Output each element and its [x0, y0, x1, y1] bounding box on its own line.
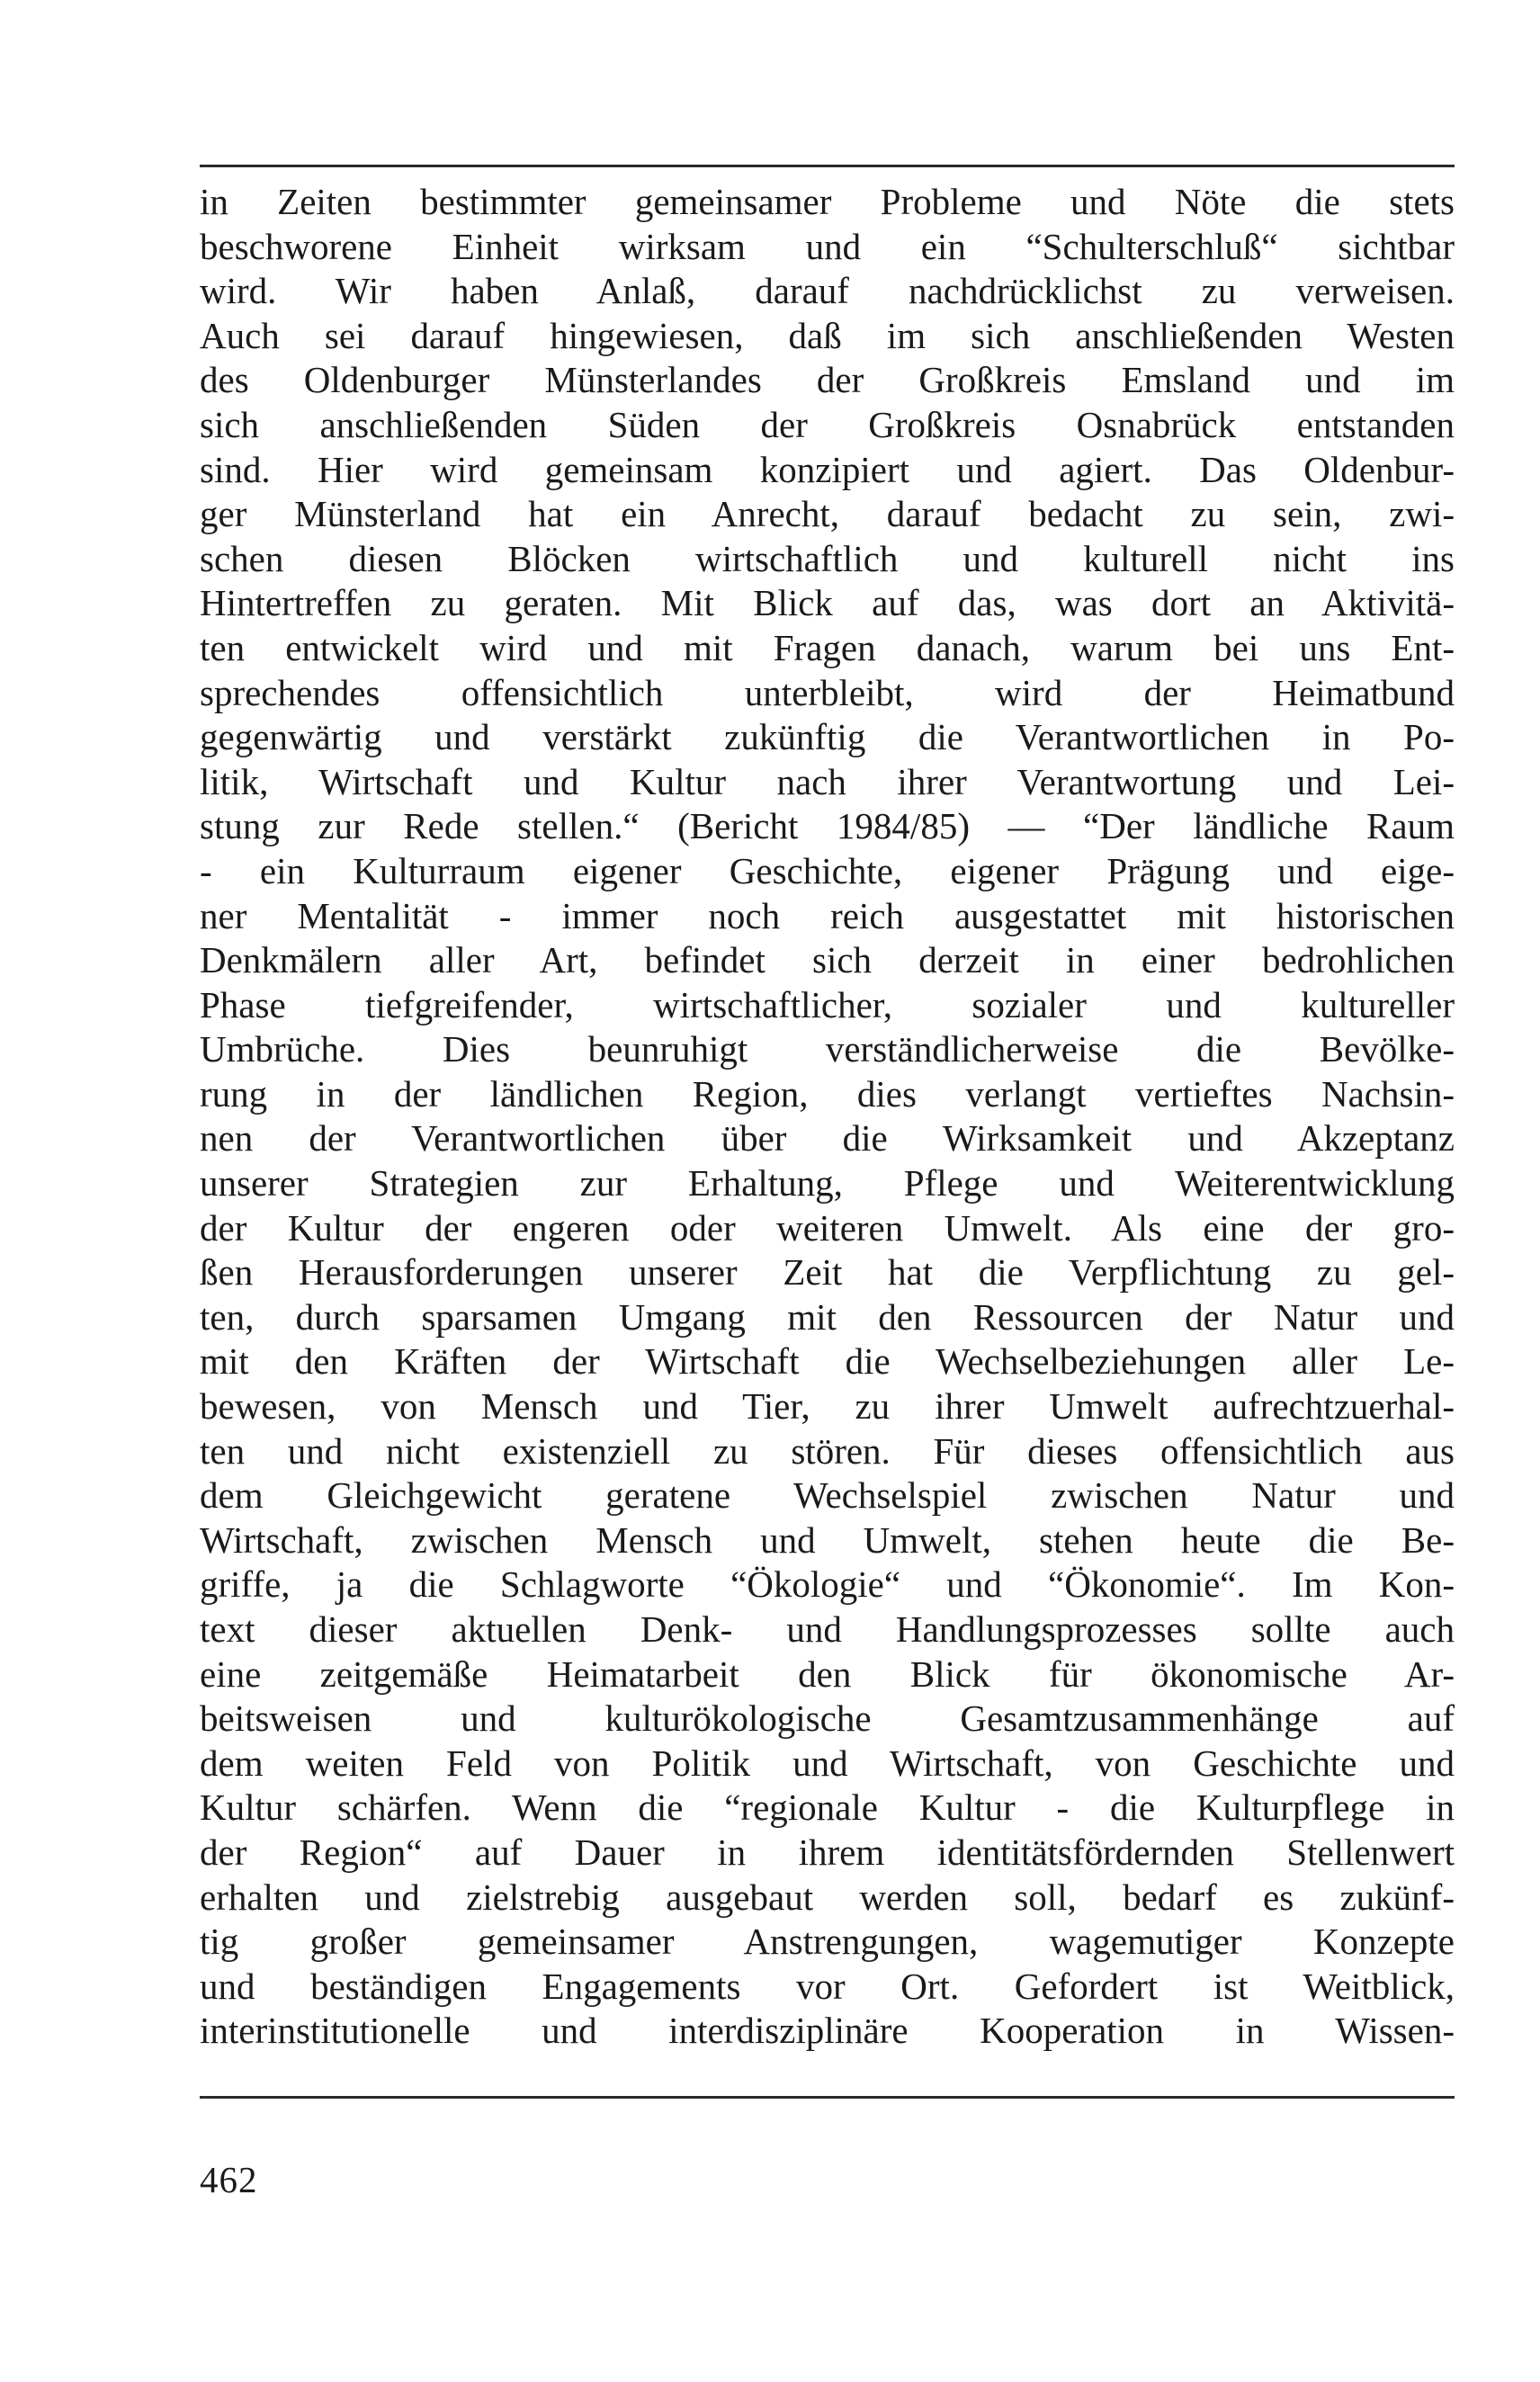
text-line: text dieser aktuellen Denk- und Handlungsprozesses sollte auch — [200, 1608, 1455, 1650]
text-line: in Zeiten bestimmter gemeinsamer Probleme und Nöte die stets — [200, 181, 1455, 222]
page-number: 462 — [200, 2159, 258, 2200]
text-line: des Oldenburger Münsterlandes der Großkreis Emsland und im — [200, 359, 1455, 401]
text-line: Kultur schärfen. Wenn die “regionale Kultur - die Kulturpflege in — [200, 1786, 1455, 1829]
text-line: tig großer gemeinsamer Anstrengungen, wagemutiger Konzepte — [200, 1921, 1455, 1963]
bottom-rule — [200, 2096, 1455, 2099]
body-text — [200, 180, 1455, 2054]
text-line: beschworene Einheit wirksam und ein “Schulterschluß“ sichtbar — [200, 225, 1455, 267]
text-line: beitsweisen und kulturökologische Gesamtzusammenhänge auf — [200, 1697, 1455, 1740]
text-line: der Kultur der engeren oder weiteren Umwelt. Als eine der gro- — [200, 1206, 1455, 1249]
text-line: mit den Kräften der Wirtschaft die Wechselbeziehungen aller Le- — [200, 1340, 1455, 1383]
text-line: schen diesen Blöcken wirtschaftlich und kulturell nicht ins — [200, 537, 1455, 579]
text-line: der Region“ auf Dauer in ihrem identitätsfördernden Stellenwert — [200, 1831, 1455, 1873]
text-line: sprechendes offensichtlich unterbleibt, wird der Heimatbund — [200, 671, 1455, 713]
text-line: rung in der ländlichen Region, dies verlangt vertieftes Nachsin- — [200, 1072, 1455, 1115]
text-line: Hintertreffen zu geraten. Mit Blick auf das, was dort an Aktivitä- — [200, 582, 1455, 624]
text-line: ger Münsterland hat ein Anrecht, darauf bedacht zu sein, zwi- — [200, 493, 1455, 535]
text-line: ten entwickelt wird und mit Fragen danach, warum bei uns Ent- — [200, 626, 1455, 668]
text-line: sich anschließenden Süden der Großkreis Osnabrück entstanden — [200, 403, 1455, 445]
text-line: gegenwärtig und verstärkt zukünftig die Verantwortlichen in Po- — [200, 716, 1455, 758]
text-line: Auch sei darauf hingewiesen, daß im sich anschließenden Westen — [200, 314, 1455, 356]
text-line: Wirtschaft, zwischen Mensch und Umwelt, stehen heute die Be- — [200, 1518, 1455, 1561]
text-line: eine zeitgemäße Heimatarbeit den Blick für ökonomische Ar- — [200, 1652, 1455, 1695]
text-line: stung zur Rede stellen.“ (Bericht 1984/85) — “Der ländliche Raum — [200, 805, 1455, 847]
text-line: ten und nicht existenziell zu stören. Für dieses offensichtlich aus — [200, 1429, 1455, 1472]
text-line: litik, Wirtschaft und Kultur nach ihrer Verantwortung und Lei- — [200, 760, 1455, 802]
text-line: griffe, ja die Schlagworte “Ökologie“ und “Ökonomie“. Im Kon- — [200, 1563, 1455, 1606]
text-line: Phase tiefgreifender, wirtschaftlicher, sozialer und kultureller — [200, 983, 1455, 1025]
text-line: bewesen, von Mensch und Tier, zu ihrer Umwelt aufrechtzuerhal- — [200, 1385, 1455, 1428]
text-line: erhalten und zielstrebig ausgebaut werden soll, bedarf es zukünf- — [200, 1876, 1455, 1918]
text-line: interinstitutionelle und interdisziplinäre Kooperation in Wissen- — [200, 2010, 1455, 2052]
top-rule — [200, 165, 1455, 167]
text-line: Denkmälern aller Art, befindet sich derzeit in einer bedrohlichen — [200, 939, 1455, 981]
text-line: ner Mentalität - immer noch reich ausgestattet mit historischen — [200, 894, 1455, 936]
text-line: wird. Wir haben Anlaß, darauf nachdrücklichst zu verweisen. — [200, 270, 1455, 312]
text-line: nen der Verantwortlichen über die Wirksamkeit und Akzeptanz — [200, 1117, 1455, 1160]
text-line: unserer Strategien zur Erhaltung, Pflege und Weiterentwicklung — [200, 1162, 1455, 1204]
text-line: ten, durch sparsamen Umgang mit den Ressourcen der Natur und — [200, 1295, 1455, 1338]
text-line: Umbrüche. Dies beunruhigt verständlicherweise die Bevölke- — [200, 1028, 1455, 1070]
text-line: ßen Herausforderungen unserer Zeit hat die Verpflichtung zu gel- — [200, 1251, 1455, 1294]
text-line: sind. Hier wird gemeinsam konzipiert und agiert. Das Oldenbur- — [200, 448, 1455, 490]
text-line: dem Gleichgewicht geratene Wechselspiel zwischen Natur und — [200, 1474, 1455, 1517]
text-line: - ein Kulturraum eigener Geschichte, eigener Prägung und eige- — [200, 849, 1455, 891]
text-line: dem weiten Feld von Politik und Wirtschaft, von Geschichte und — [200, 1742, 1455, 1784]
text-line: und beständigen Engagements vor Ort. Gefordert ist Weitblick, — [200, 1965, 1455, 2007]
